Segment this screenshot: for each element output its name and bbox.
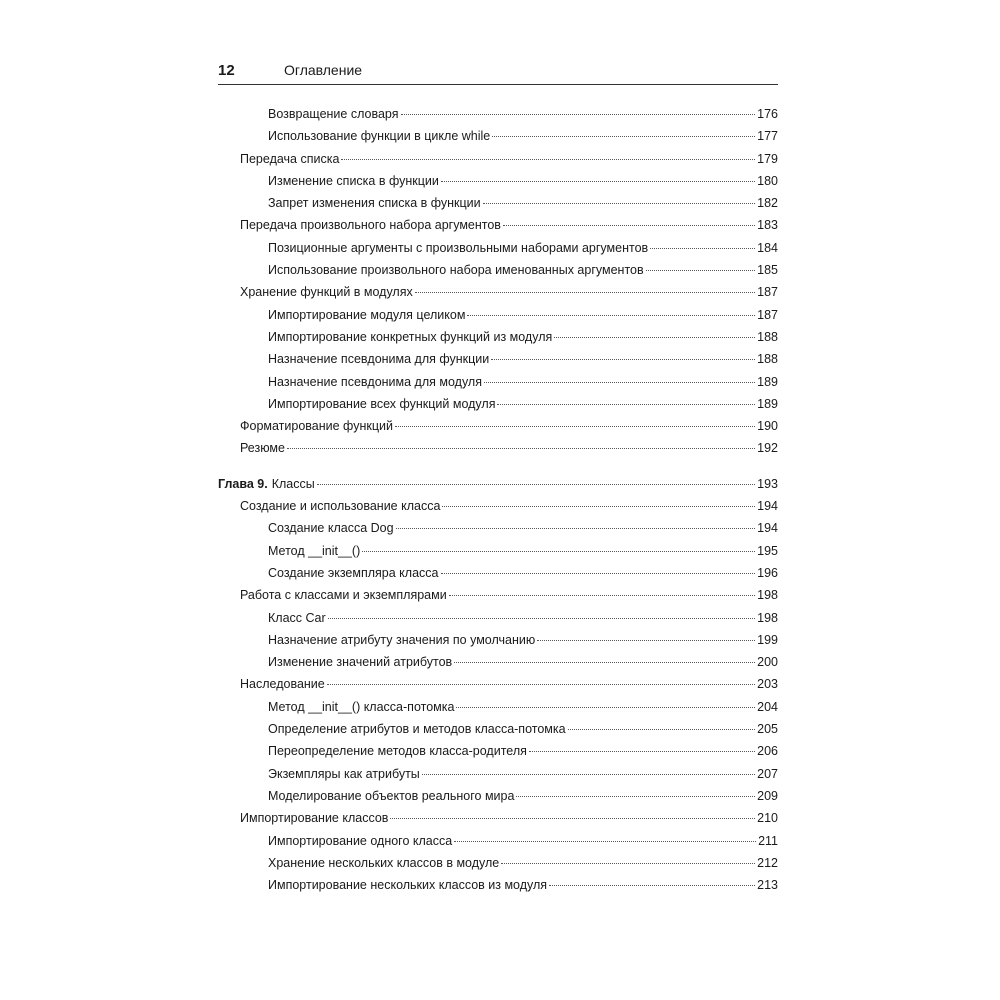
dot-leader — [549, 885, 755, 886]
toc-entry-text: Возвращение словаря — [268, 107, 399, 121]
toc-entry-text: Экземпляры как атрибуты — [268, 766, 420, 781]
toc-entry-text: Хранение нескольких классов в модуле — [268, 855, 500, 870]
dot-leader — [483, 203, 756, 204]
toc-entry-text: Использование произвольного набора именованных аргументов — [268, 263, 644, 278]
toc-entry — [218, 441, 778, 463]
toc-entry-text: Переопределение методов класса-родителя — [268, 744, 527, 759]
toc-entry — [218, 677, 778, 699]
toc-entry-title — [240, 419, 393, 433]
header-rule — [218, 84, 778, 85]
toc-entry — [218, 834, 778, 856]
toc-entry-page-number: 195 — [757, 543, 778, 558]
toc-entry-page-number: 199 — [757, 632, 778, 647]
toc-entry-title — [218, 477, 315, 491]
toc-entry — [218, 152, 778, 174]
toc-entry-page-number: 190 — [757, 419, 778, 434]
toc-entry-title — [268, 611, 326, 625]
toc-entry-title — [268, 744, 527, 758]
toc-entry-page-number: 185 — [757, 263, 778, 278]
toc-entry — [218, 856, 778, 878]
toc-entry-text: Изменение значений атрибутов — [268, 655, 453, 670]
page-number: 12 — [218, 62, 235, 79]
toc-entry — [218, 878, 778, 900]
toc-entry — [218, 107, 778, 129]
toc-entry-title — [240, 152, 339, 166]
toc-entry-page-number: 180 — [757, 173, 778, 188]
dot-leader — [516, 796, 755, 797]
toc-entry-text: Создание и использование класса — [240, 499, 441, 514]
dot-leader — [328, 618, 755, 619]
dot-leader — [362, 551, 755, 552]
toc-entry — [218, 789, 778, 811]
toc-entry-text: Резюме — [240, 441, 285, 456]
toc-entry-page-number: 187 — [757, 307, 778, 322]
toc-entry-page-number: 188 — [757, 329, 778, 344]
toc-entry — [218, 397, 778, 419]
toc-entry — [218, 196, 778, 218]
toc-entry-title — [240, 588, 447, 602]
toc-entry-page-number: 198 — [757, 610, 778, 625]
toc-entry-text: Импортирование всех функций модуля — [268, 396, 496, 411]
toc-entry — [218, 700, 778, 722]
toc-entry-title — [268, 521, 394, 535]
toc-entry-text: Назначение псевдонима для модуля — [268, 374, 482, 389]
dot-leader — [454, 841, 756, 842]
toc-entry-text: Форматирование функций — [240, 419, 393, 434]
toc-entry-text: Использование функции в цикле while — [268, 129, 491, 144]
toc-entry — [218, 744, 778, 766]
toc-entry-title — [268, 878, 547, 892]
toc-entry-text: Создание экземпляра класса — [268, 565, 439, 580]
dot-leader — [456, 707, 755, 708]
toc-entry — [218, 285, 778, 307]
toc-entry-page-number: 200 — [757, 655, 778, 670]
dot-leader — [554, 337, 755, 338]
toc-entry-page-number: 211 — [758, 833, 778, 848]
toc-entry-title — [268, 544, 360, 558]
toc-entry-title — [240, 218, 501, 232]
toc-entry-page-number: 203 — [757, 677, 778, 692]
toc-entry-text: Передача списка — [240, 151, 340, 166]
toc-entry-title — [268, 241, 648, 255]
dot-leader — [484, 382, 755, 383]
dot-leader — [646, 270, 756, 271]
toc-entry — [218, 655, 778, 677]
toc-entry-title — [268, 107, 399, 121]
toc-entry — [218, 544, 778, 566]
toc-entry-page-number: 209 — [757, 788, 778, 803]
toc-entry — [218, 811, 778, 833]
toc-entry-text: Запрет изменения списка в функции — [268, 196, 481, 211]
toc-entry-title — [268, 352, 489, 366]
toc-entry-page-number: 182 — [757, 196, 778, 211]
toc-entry-title — [268, 375, 482, 389]
dot-leader — [467, 315, 755, 316]
toc-entry-text: Импортирование классов — [240, 811, 389, 826]
toc-entry-text: Назначение псевдонима для функции — [268, 352, 490, 367]
dot-leader — [441, 573, 756, 574]
dot-leader — [497, 404, 755, 405]
toc-entry-page-number: 193 — [757, 476, 778, 491]
toc-entry-page-number: 210 — [757, 811, 778, 826]
toc-entry-title — [268, 330, 552, 344]
dot-leader — [501, 863, 755, 864]
toc-entry-title — [268, 397, 495, 411]
toc-entry — [218, 330, 778, 352]
toc-entry — [218, 633, 778, 655]
toc-entry — [218, 263, 778, 285]
toc-entry-title — [268, 633, 535, 647]
toc-entry-page-number: 207 — [757, 766, 778, 781]
dot-leader — [395, 426, 755, 427]
toc-entry-page-number: 194 — [757, 499, 778, 514]
toc-entry-text: Класс Car — [268, 610, 326, 625]
dot-leader — [491, 359, 755, 360]
running-title: Оглавление — [284, 62, 363, 78]
dot-leader — [441, 181, 755, 182]
dot-leader — [390, 818, 755, 819]
toc-entry — [218, 174, 778, 196]
toc-entry-text: Импортирование конкретных функций из модуля — [268, 329, 553, 344]
toc-entry — [218, 499, 778, 521]
dot-leader — [568, 729, 756, 730]
toc-entry — [218, 241, 778, 263]
toc-entry — [218, 352, 778, 374]
toc-entry-title — [268, 308, 465, 322]
dot-leader — [415, 292, 755, 293]
toc-entry-text: Метод __init__() — [268, 543, 361, 558]
toc-entry-text: Импортирование модуля целиком — [268, 307, 466, 322]
toc-entry-title — [268, 655, 452, 669]
toc-entry-page-number: 189 — [757, 396, 778, 411]
toc-entry-text: Хранение функций в модулях — [240, 285, 413, 300]
toc-entry-text: Создание класса Dog — [268, 521, 394, 536]
dot-leader — [650, 248, 755, 249]
dot-leader — [442, 506, 755, 507]
toc-entry-title — [240, 499, 440, 513]
toc-entry — [218, 218, 778, 240]
toc-entry-page-number: 204 — [757, 699, 778, 714]
toc-entry-page-number: 212 — [757, 855, 778, 870]
toc-entry-page-number: 213 — [757, 878, 778, 893]
dot-leader — [422, 774, 755, 775]
table-of-contents — [218, 107, 778, 900]
toc-entry-text: Классы — [271, 476, 315, 491]
toc-entry-page-number: 205 — [757, 722, 778, 737]
dot-leader — [449, 595, 755, 596]
toc-entry — [218, 129, 778, 151]
toc-entry-page-number: 179 — [757, 151, 778, 166]
toc-entry-title — [268, 722, 566, 736]
dot-leader — [341, 159, 755, 160]
toc-entry — [218, 767, 778, 789]
toc-entry-text: Импортирование одного класса — [268, 833, 453, 848]
toc-entry — [218, 588, 778, 610]
toc-entry — [218, 566, 778, 588]
toc-entry-title — [240, 441, 285, 455]
dot-leader — [529, 751, 755, 752]
toc-entry-page-number: 177 — [757, 129, 778, 144]
toc-entry-page-number: 188 — [757, 352, 778, 367]
toc-entry-title — [268, 566, 439, 580]
toc-entry-title — [268, 174, 439, 188]
dot-leader — [537, 640, 755, 641]
toc-entry-page-number: 206 — [757, 744, 778, 759]
toc-entry-title — [240, 285, 413, 299]
dot-leader — [454, 662, 755, 663]
toc-entry — [218, 419, 778, 441]
toc-entry-page-number: 187 — [757, 285, 778, 300]
toc-entry-text: Наследование — [240, 677, 325, 692]
toc-entry-page-number: 189 — [757, 374, 778, 389]
toc-entry-page-number: 194 — [757, 521, 778, 536]
dot-leader — [317, 484, 755, 485]
dot-leader — [401, 114, 756, 115]
toc-entry-title — [240, 677, 325, 691]
toc-entry — [218, 375, 778, 397]
toc-entry-text: Работа с классами и экземплярами — [240, 588, 447, 603]
toc-entry-title — [268, 834, 452, 848]
toc-entry-title — [268, 856, 499, 870]
toc-entry — [218, 722, 778, 744]
toc-entry — [218, 308, 778, 330]
toc-entry-title — [268, 767, 420, 781]
toc-entry-text: Импортирование нескольких классов из модуля — [268, 878, 548, 893]
toc-entry-page-number: 192 — [757, 441, 778, 456]
toc-entry-page-number: 183 — [757, 218, 778, 233]
toc-entry-text: Позиционные аргументы с произвольными наборами аргументов — [268, 240, 649, 255]
toc-entry-text: Передача произвольного набора аргументов — [240, 218, 501, 233]
toc-entry-title — [268, 196, 481, 210]
toc-entry-text: Назначение атрибуту значения по умолчанию — [268, 632, 536, 647]
toc-entry-title — [240, 811, 388, 825]
toc-entry — [218, 521, 778, 543]
toc-entry-page-number: 198 — [757, 588, 778, 603]
toc-entry-text: Определение атрибутов и методов класса-потомка — [268, 722, 566, 737]
dot-leader — [503, 225, 755, 226]
toc-entry-page-number: 176 — [757, 107, 778, 121]
dot-leader — [287, 448, 755, 449]
toc-entry-title — [268, 129, 490, 143]
page-header — [218, 62, 778, 86]
chapter-label: Глава 9. — [218, 476, 268, 491]
dot-leader — [492, 136, 755, 137]
dot-leader — [396, 528, 756, 529]
toc-entry-text: Метод __init__() класса-потомка — [268, 699, 455, 714]
dot-leader — [327, 684, 755, 685]
toc-entry-text: Изменение списка в функции — [268, 173, 439, 188]
toc-entry-title — [268, 789, 514, 803]
toc-entry-page-number: 184 — [757, 240, 778, 255]
toc-entry-title — [268, 700, 454, 714]
toc-entry-title — [268, 263, 644, 277]
toc-entry-text: Моделирование объектов реального мира — [268, 788, 515, 803]
toc-entry — [218, 611, 778, 633]
toc-entry-page-number: 196 — [757, 565, 778, 580]
toc-chapter-entry — [218, 477, 778, 499]
